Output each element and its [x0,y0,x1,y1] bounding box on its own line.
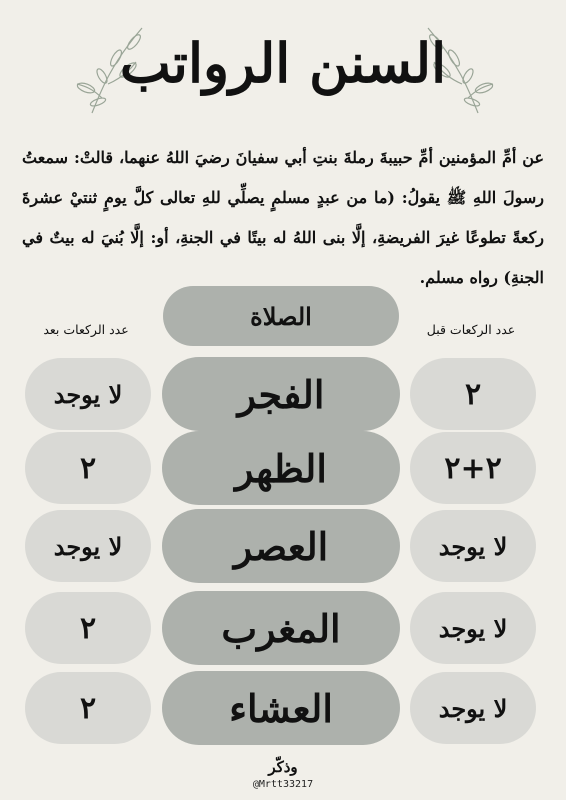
prayer-name-cell: الفجر [162,357,400,431]
rakaat-before-cell: لا يوجد [410,592,536,664]
header-rakaat-before: عدد الركعات قبل [426,322,516,337]
rakaat-after-cell: لا يوجد [25,358,151,430]
rakaat-after-cell: لا يوجد [25,510,151,582]
rakaat-before-cell: لا يوجد [410,672,536,744]
hadith-text: عن أمِّ المؤمنين أمِّ حبيبةَ رملةَ بنتِ أبي سفيانَ رضيَ اللهُ عنهما، قالتْ: سمعتُ رسولَ اللهِ ﷺ يقولُ: (ما من عبدٍ مسلمٍ يصلِّي للهِ تعالى كلَّ يومٍ ثنتيْ عشرةَ ركعةً تطوعًا غيرَ الفريضةِ، إلَّا بنى اللهُ له بيتًا في الجنةِ، أو: إلَّا بُنيَ له بيتٌ في الجنةِ) رواه مسلم. [22,148,545,287]
footer-reminder-text: وذكّر [268,758,298,776]
rakaat-before-cell: لا يوجد [410,510,536,582]
prayer-name-cell: الظهر [162,431,400,505]
prayer-name-cell: العشاء [162,671,400,745]
prayer-name-cell: المغرب [162,591,400,665]
rakaat-after-cell: ٢ [25,592,151,664]
prayer-name-cell: العصر [162,509,400,583]
header-prayer: الصلاة [163,286,399,346]
page-title: السنن الرواتب [119,31,447,95]
rakaat-after-cell: ٢ [25,432,151,504]
rakaat-before-cell: ٢+٢ [410,432,536,504]
rakaat-after-cell: ٢ [25,672,151,744]
header-rakaat-after: عدد الركعات بعد [43,322,129,337]
footer-handle: @Mrtt33217 [252,779,314,790]
rakaat-before-cell: ٢ [410,358,536,430]
